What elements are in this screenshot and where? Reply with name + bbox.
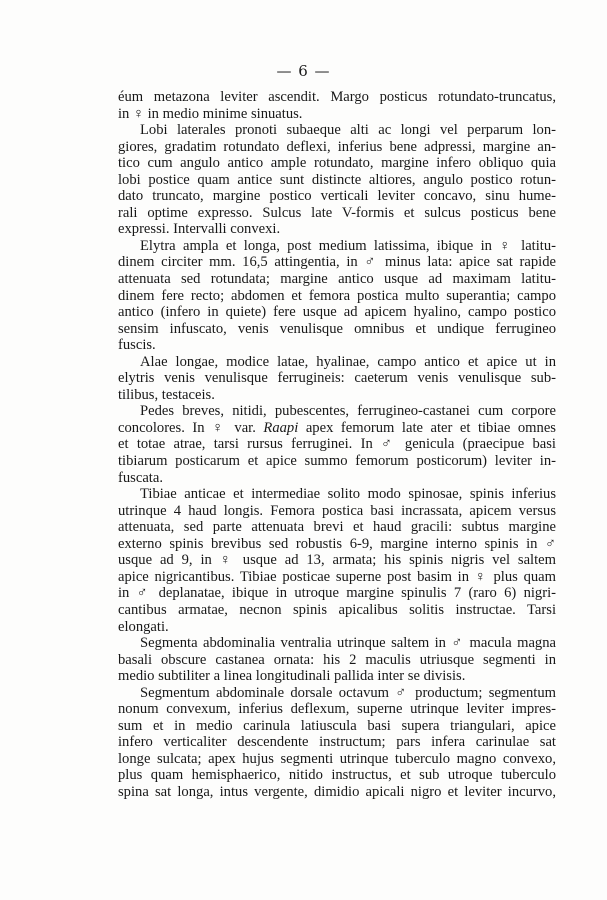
text-line: concolores. In ♀ var. Raapi apex femorum late ater et tibiae omnes	[118, 419, 556, 436]
text-line: Segmentum abdominale dorsale octavum ♂ productum; segmentum	[140, 684, 556, 701]
text-line: et totae atrae, tarsi rursus ferruginei. In ♂ genicula (praecipue basi	[118, 436, 556, 453]
paragraph	[118, 238, 556, 354]
text-line: apice nigricantibus. Tibiae posticae superne post basim in ♀ plus quam	[118, 568, 556, 585]
paragraph	[118, 635, 556, 685]
text-line: longe sulcata; apex hujus segmenti utrinque tuberculo magno convexo,	[118, 750, 556, 767]
text-line: giores, gradatim rotundato deflexi, inferius bene adpressi, margine an-	[118, 138, 556, 155]
body-text	[118, 89, 556, 801]
page-number: — 6 —	[276, 62, 331, 80]
paragraph	[118, 354, 556, 404]
text-line: basali obscure castanea ornata: his 2 maculis utriusque segmenti in	[118, 651, 556, 668]
text-line: Tibiae anticae et intermediae solito modo spinosae, spinis inferius	[140, 486, 556, 503]
text-line: antico (infero in quiete) fere usque ad apicem hyalino, campo postico	[118, 304, 556, 321]
text-line: tilibus, testaceis.	[118, 386, 215, 403]
text-line: cantibus armatae, necnon spinis apicalibus solitis instructae. Tarsi	[118, 601, 556, 618]
italic-name: Raapi	[263, 419, 299, 436]
text-line: Lobi laterales pronoti subaeque alti ac longi vel perparum lon-	[140, 122, 556, 139]
text-line: Pedes breves, nitidi, pubescentes, ferrugineo-castanei cum corpore	[140, 403, 556, 420]
text-line: infero verticaliter descendente instructum; pars infera carinulae sat	[118, 734, 556, 751]
text-line: Elytra ampla et longa, post medium latissima, ibique in ♀ latitu-	[140, 237, 556, 254]
text-line: spina sat longa, intus vergente, dimidio apicali nigro et leviter incurvo,	[118, 783, 556, 800]
text-line: elytris venis venulisque ferrugineis: caeterum venis venulisque sub-	[118, 370, 556, 387]
paragraph	[118, 89, 556, 122]
text-line: nonum convexum, inferius deflexum, superne utrinque leviter impres-	[118, 701, 556, 718]
text-line: tico cum angulo antico ample rotundato, margine infero obliquo quia	[118, 155, 556, 172]
text-line: dinem circiter mm. 16,5 attingentia, in ♂ minus lata: apice sat rapide	[118, 254, 556, 271]
text-line: attenuata sed rotundata; margine antico usque ad maximam latitu-	[118, 271, 556, 288]
text-line: medio subtiliter a linea longitudinali pallida inter se divisis.	[118, 668, 466, 685]
text-line: éum metazona leviter ascendit. Margo posticus rotundato-truncatus,	[118, 89, 556, 105]
text-line: fuscata.	[118, 469, 163, 486]
text-line: plus quam hemisphaerico, nitido instructus, et sub utroque tuberculo	[118, 767, 556, 784]
text-line: sensim infuscato, venis venulisque omnibus et undique ferrugineo	[118, 320, 556, 337]
text-line: Segmenta abdominalia ventralia utrinque saltem in ♂ macula magna	[140, 635, 556, 652]
text-line: usque ad 9, in ♀ usque ad 13, armata; his spinis nigris vel saltem	[118, 552, 556, 569]
text-line: utrinque 4 haud longis. Femora postica basi incrassata, apicem versus	[118, 502, 556, 519]
text-line: in ♂ deplanatae, ibique in utroque margine spinulis 7 (raro 6) nigri-	[118, 585, 556, 602]
text-line: elongati.	[118, 618, 169, 635]
text-line: expressi. Intervalli convexi.	[118, 221, 281, 238]
text-line: fuscis.	[118, 337, 156, 354]
text-line: lobi postice quam antice sunt distincte altiores, angulo postico rotun-	[118, 171, 556, 188]
paragraph	[118, 685, 556, 801]
paragraph	[118, 403, 556, 486]
paragraph	[118, 122, 556, 238]
text-line: Alae longae, modice latae, hyalinae, campo antico et apice ut in	[140, 353, 556, 370]
text-line: dato truncato, margine postico verticali leviter concavo, sinu hume-	[118, 188, 556, 205]
text-line: tibiarum posticarum et apice summo femorum posticorum) leviter in-	[118, 453, 556, 470]
text-line: attenuata, sed parte attenuata brevi et haud gracili: subtus margine	[118, 519, 556, 536]
paragraph	[118, 486, 556, 635]
text-line: rali optime expresso. Sulcus late V-formis et sulcus posticus bene	[118, 204, 556, 221]
text-line: in ♀ in medio minime sinuatus.	[118, 105, 303, 122]
text-line: sum et in medio carinula latiuscula basi supera triangulari, apice	[118, 717, 556, 734]
text-line: externo spinis brevibus sed robustis 6-9, margine interno spinis in ♂	[118, 535, 556, 552]
text-line: dinem fere recto; abdomen et femora postica multo superantia; campo	[118, 287, 556, 304]
